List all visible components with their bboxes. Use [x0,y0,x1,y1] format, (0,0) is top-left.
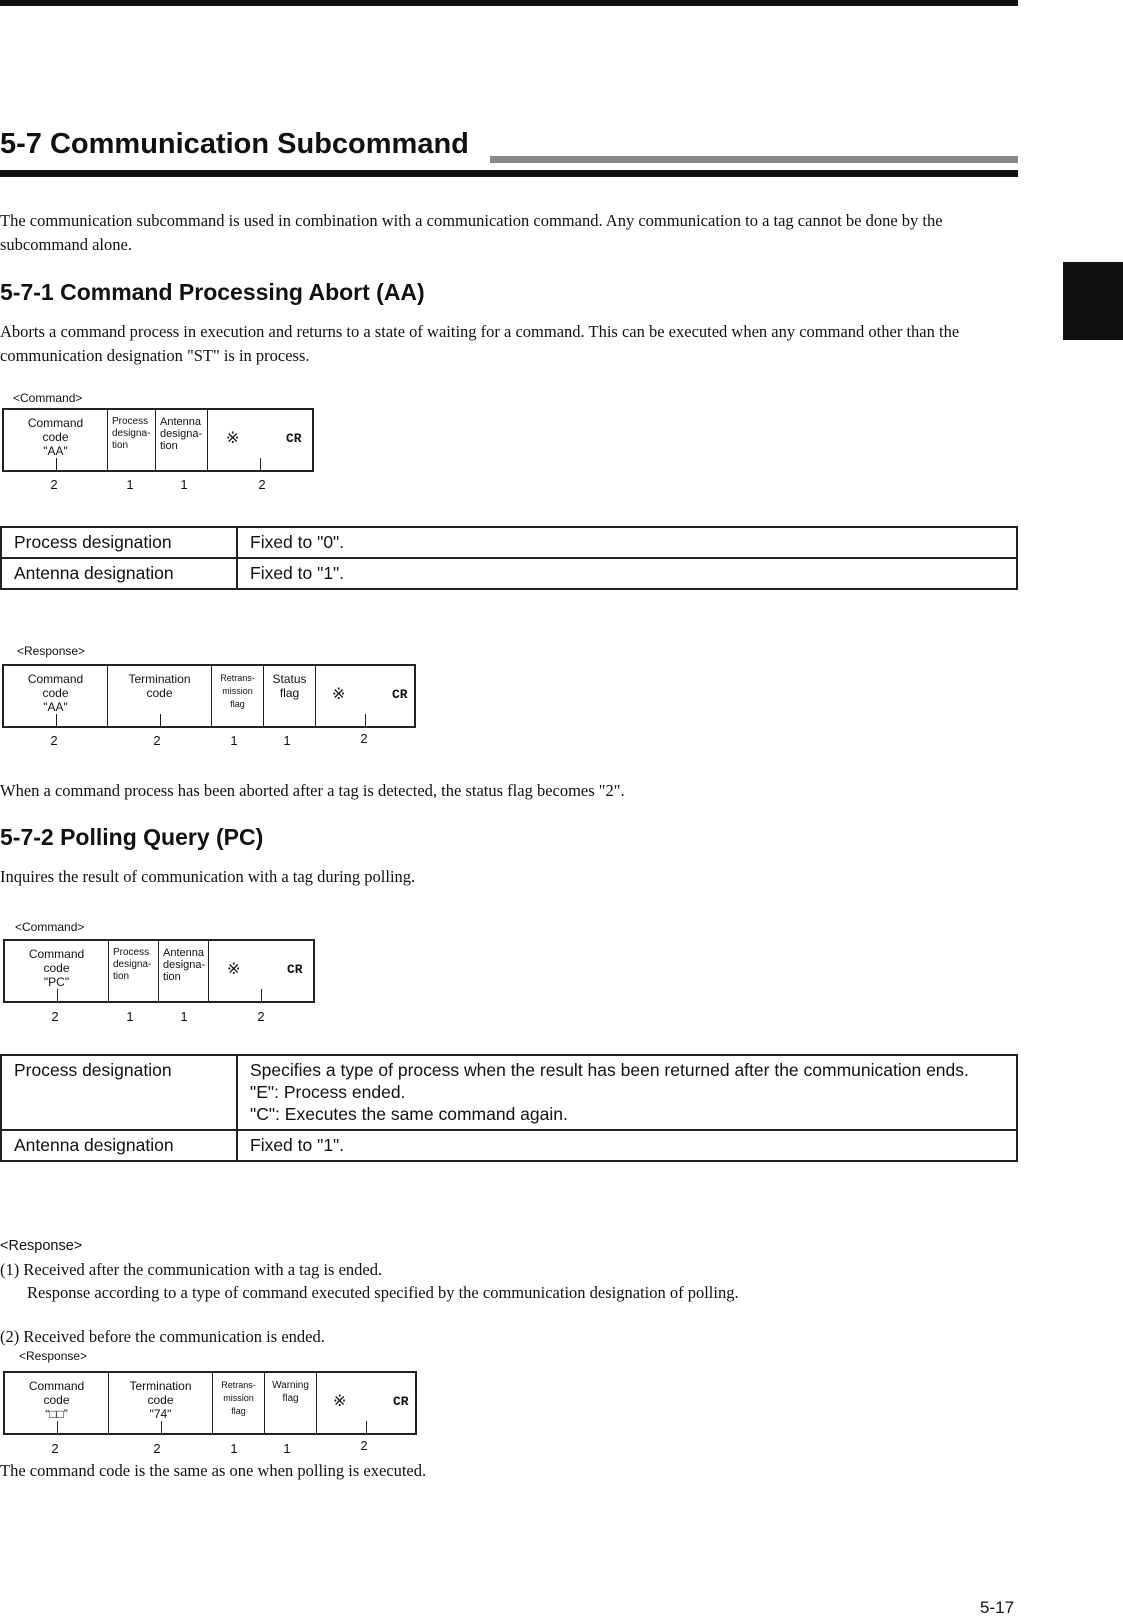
field-terminator [208,410,312,470]
spec-value: Fixed to "0". [237,527,1017,558]
field-length: 2 [360,1438,368,1453]
field-status-flag: Status flag [264,666,316,726]
chapter-tab [1063,262,1123,340]
spec-key: Process designation [1,527,237,558]
field-termination-code: Termination code "74" [109,1373,213,1433]
command-label: <Command> [13,391,83,405]
section-heading-aa: 5-7-1 Command Processing Abort (AA) [0,279,425,305]
spec-table-aa [0,526,1018,590]
field-length: 2 [153,1441,161,1456]
spec-value: Fixed to "1". [237,558,1017,589]
field-command-code: Command code “□□” [5,1373,109,1433]
field-retransmission-flag: Retrans- mission flag [213,1373,265,1433]
field-termination-code: Termination code [108,666,212,726]
page-number: 5-17 [980,1598,1015,1617]
field-terminator [316,666,414,726]
spec-value-line: "C": Executes the same command again. [250,1104,568,1124]
note-aa: When a command process has been aborted after a tag is detected, the status flag becomes "2". [0,781,625,800]
field-length: 2 [51,1009,59,1024]
title-underline [0,170,1018,177]
title-gray-bar [490,156,1018,163]
command-format-aa [2,408,314,472]
spec-value [237,1055,1017,1130]
field-length: 2 [258,477,266,492]
field-terminator [209,941,313,1001]
top-rule [0,0,1018,6]
field-length: 1 [283,1441,291,1456]
response-case-1: (1) Received after the communication with a tag is ended. [0,1260,383,1279]
asterisk-symbol: ※ [227,961,241,978]
section-desc-pc: Inquires the result of communication with a tag during polling. [0,867,416,886]
table-row [1,527,1017,558]
table-row [1,1055,1017,1130]
field-length: 1 [180,1009,188,1024]
section-heading-pc: 5-7-2 Polling Query (PC) [0,824,264,850]
spec-table-pc [0,1054,1018,1162]
spec-key: Process designation [1,1055,237,1130]
field-command-code: Command code "PC" [5,941,109,1001]
response-label: <Response> [17,644,86,658]
command-label: <Command> [15,920,85,934]
intro-text: The communication subcommand is used in combination with a communication command. Any communication to a tag cannot be done by the subcommand alone. [0,211,943,254]
spec-value-line: Specifies a type of process when the result has been returned after the communication ends. [250,1060,969,1080]
field-length: 2 [360,731,368,746]
cr-symbol: CR [287,962,303,977]
spec-key: Antenna designation [1,1130,237,1161]
field-length: 2 [153,733,161,748]
field-length: 1 [230,1441,238,1456]
field-length: 1 [283,733,291,748]
field-command-code: Command code "AA" [4,666,108,726]
table-row [1,558,1017,589]
response-format-pc [3,1371,417,1435]
page-title: 5-7 Communication Subcommand [0,128,469,160]
field-length: 2 [50,733,58,748]
note-pc: The command code is the same as one when polling is executed. [0,1461,427,1480]
asterisk-symbol: ※ [333,1393,347,1410]
field-warning-flag: Warning flag [265,1373,317,1433]
response-case-1-detail: Response according to a type of command executed specified by the communication designation of polling. [27,1283,739,1302]
spec-key: Antenna designation [1,558,237,589]
response-label: <Response> [19,1349,88,1363]
field-terminator [317,1373,415,1433]
field-length: 2 [257,1009,265,1024]
field-command-code: Command code "AA" [4,410,108,470]
field-process-designation: Process designa- tion [108,410,156,470]
cr-symbol: CR [286,431,302,446]
field-antenna-designation: Antenna designa- tion [156,410,208,470]
field-length: 2 [50,477,58,492]
field-length: 1 [126,477,134,492]
command-format-pc [3,939,315,1003]
response-format-aa [2,664,416,728]
table-row [1,1130,1017,1161]
field-process-designation: Process designa- tion [109,941,159,1001]
field-antenna-designation: Antenna designa- tion [159,941,209,1001]
spec-value: Fixed to "1". [237,1130,1017,1161]
section-desc-aa: Aborts a command process in execution and returns to a state of waiting for a command. This can be executed when any command other than the communication designation "ST" is in process. [0,322,960,365]
field-length: 1 [230,733,238,748]
cr-symbol: CR [392,687,408,702]
field-length: 1 [126,1009,134,1024]
field-length: 1 [180,477,188,492]
asterisk-symbol: ※ [332,686,346,703]
spec-value-line: "E": Process ended. [250,1082,406,1102]
field-retransmission-flag: Retrans- mission flag [212,666,264,726]
cr-symbol: CR [393,1394,409,1409]
field-length: 2 [51,1441,59,1456]
asterisk-symbol: ※ [226,430,240,447]
response-title: <Response> [0,1238,83,1254]
response-case-2: (2) Received before the communication is ended. [0,1327,325,1346]
